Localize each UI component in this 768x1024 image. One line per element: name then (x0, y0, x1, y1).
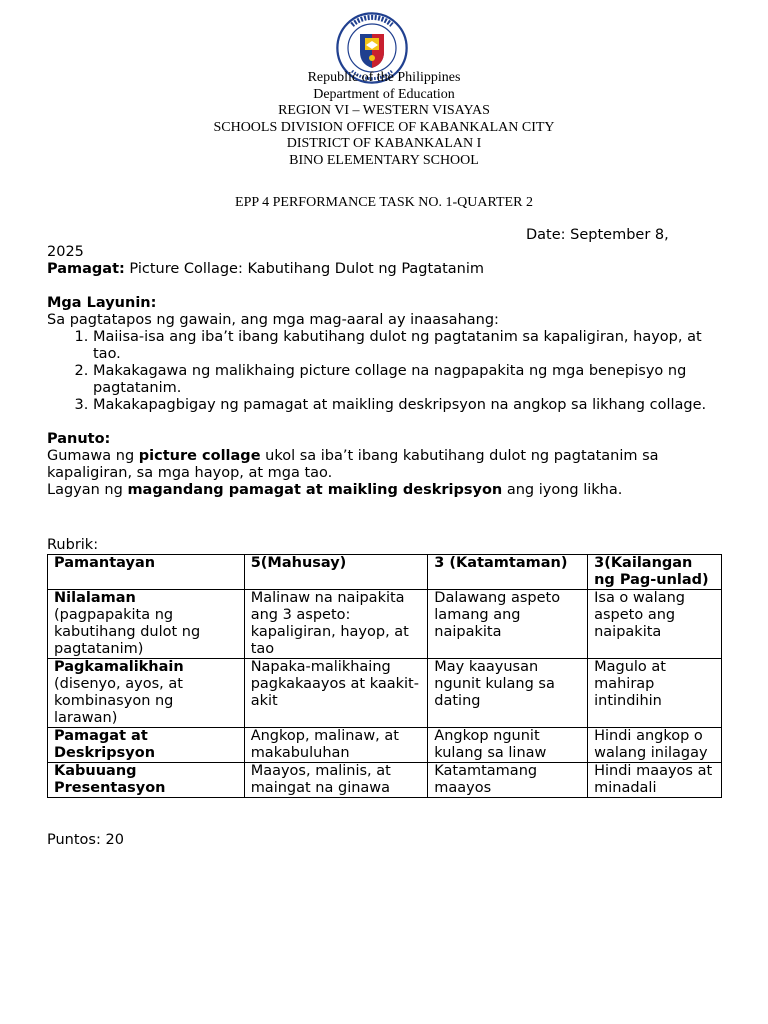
list-item: 3. Makakapagbigay ng pamagat at maikling deskripsyon na angkop sa likhang collage. (93, 397, 722, 414)
pamagat (47, 261, 722, 278)
task-title: EPP 4 PERFORMANCE TASK NO. 1-QUARTER 2 (235, 195, 533, 210)
header-line-6: BINO ELEMENTARY SCHOOL (289, 152, 479, 168)
table-cell: Hindi maayos at minadali (588, 763, 722, 798)
puntos: Puntos: 20 (47, 832, 124, 848)
table-cell: Katamtamang maayos (428, 763, 588, 798)
date-line-1: Date: September 8, (526, 227, 669, 243)
table-header-row (48, 555, 722, 590)
criterion-cell: Pamagat at Deskripsyon (48, 728, 245, 763)
header-line-5: DISTRICT OF KABANKALAN I (286, 136, 482, 151)
criterion-cell: Kabuuang Presentasyon (48, 763, 245, 798)
rubric-label: Rubrik: (47, 537, 99, 553)
criterion-cell: Pagkamalikhain (disenyo, ayos, at kombinasyon ng larawan) (48, 659, 245, 728)
column-header: Pamantayan (48, 555, 245, 590)
header-line-1: Republic of the Philippines (307, 70, 461, 85)
column-header: 3 (Katamtaman) (428, 555, 588, 590)
table-row (48, 728, 722, 763)
table-cell: Napaka-malikhaing pagkakaayos at kaakit-akit (244, 659, 428, 728)
table-cell: Isa o walang aspeto ang naipakita (588, 590, 722, 659)
table-cell: May kaayusan ngunit kulang sa dating (428, 659, 588, 728)
header-line-2: Department of Education (313, 86, 455, 102)
panuto-heading: Panuto: (47, 431, 111, 447)
layunin-intro: Sa pagtatapos ng gawain, ang mga mag-aaral ay inaasahang: (47, 312, 499, 328)
column-header: 5(Mahusay) (244, 555, 428, 590)
table-cell: Angkop, malinaw, at makabuluhan (244, 728, 428, 763)
table-cell: Dalawang aspeto lamang ang naipakita (428, 590, 588, 659)
column-header: 3(Kailangan ng Pag-unlad) (588, 555, 722, 590)
header-line-4: SCHOOLS DIVISION OFFICE OF KABANKALAN CITY (213, 119, 555, 135)
date-line-2: 2025 (47, 244, 84, 260)
table-cell: Magulo at mahirap intindihin (588, 659, 722, 728)
panuto-paragraph-2: Lagyan ng magandang pamagat at maikling deskripsyon ang iyong likha. (47, 482, 623, 498)
pamagat-value: Picture Collage: Kabutihang Dulot ng Pagtatanim (124, 261, 484, 277)
pamagat-label: Pamagat: (47, 261, 125, 277)
panuto-paragraph-1: Gumawa ng picture collage ukol sa iba’t ibang kabutihang dulot ng pagtatanim sa kapaligiran, sa mga hayop, at mga tao. (47, 448, 659, 481)
table-cell: Angkop ngunit kulang sa linaw (428, 728, 588, 763)
layunin-heading: Mga Layunin: (47, 295, 157, 311)
criterion-cell: Nilalaman (pagpapakita ng kabutihang dulot ng pagtatanim) (48, 590, 245, 659)
layunin-list (47, 329, 722, 414)
table-cell: Malinaw na naipakita ang 3 aspeto: kapaligiran, hayop, at tao (244, 590, 428, 659)
list-item: 2. Makakagawa ng malikhaing picture collage na nagpapakita ng mga benepisyo ng pagtatanim. (93, 363, 722, 397)
table-row (48, 590, 722, 659)
table-cell: Maayos, malinis, at maingat na ginawa (244, 763, 428, 798)
rubric-table (47, 554, 722, 798)
table-row (48, 763, 722, 798)
header-line-3: REGION VI – WESTERN VISAYAS (278, 103, 490, 118)
table-cell: Hindi angkop o walang inilagay (588, 728, 722, 763)
table-row (48, 659, 722, 728)
letterhead (0, 70, 768, 169)
document-body (47, 227, 722, 849)
list-item: 1. Maiisa-isa ang iba’t ibang kabutihang dulot ng pagtatanim sa kapaligiran, hayop, at tao. (93, 329, 722, 363)
